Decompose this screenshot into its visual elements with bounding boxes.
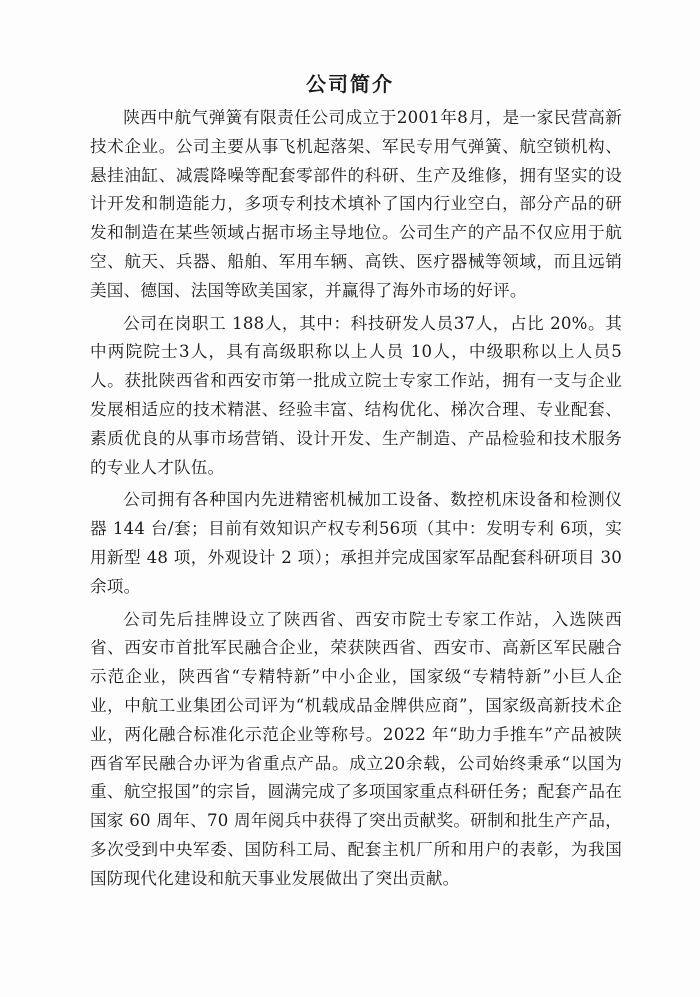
paragraph-equipment: 公司拥有各种国内先进精密机械加工设备、数控机床设备和检测仪器 144 台/套；目前有效知识产权专利56项（其中：发明专利 6项，实用新型 48 项，外观设计 2 项）；承担并完成国家军品配套科研项目 30 余项。: [90, 490, 622, 596]
document-body: [90, 104, 622, 898]
page-title: 公司简介: [306, 72, 394, 96]
paragraph-staff: 公司在岗职工 188人，其中：科技研发人员37人，占比 20%。其中两院院士3人，具有高级职称以上人员 10人，中级职称以上人员5人。获批陕西省和西安市第一批成立院士专家工作站，拥有一支与企业发展相适应的技术精湛、经验丰富、结构优化、梯次合理、专业配套、素质优良的从事市场营销、设计开发、生产制造、产品检验和技术服务的专业人才队伍。: [90, 313, 622, 477]
paragraph-honors: 公司先后挂牌设立了陕西省、西安市院士专家工作站，入选陕西省、西安市首批军民融合企业，荣获陕西省、西安市、高新区军民融合示范企业，陕西省“专精特新”中小企业，国家级“专精特新”小巨人企业，中航工业集团公司评为“机载成品金牌供应商”，国家级高新技术企业，两化融合标准化示范企业等称号。2022 年“助力手推车”产品被陕西省军民融合办评为省重点产品。成立20余载，公司始终秉承“以国为重、航空报国”的宗旨，圆满完成了多项国家重点科研任务；配套产品在国家 60 周年、70 周年阅兵中获得了突出贡献奖。研制和批生产产品，多次受到中央军委、国防科工局、配套主机厂所和用户的表彰，为我国国防现代化建设和航天事业发展做出了突出贡献。: [90, 609, 622, 888]
paragraph-intro: 陕西中航气弹簧有限责任公司成立于2001年8月，是一家民营高新技术企业。公司主要从事飞机起落架、军民专用气弹簧、航空锁机构、悬挂油缸、减震降噪等配套零部件的科研、生产及维修，拥有坚实的设计开发和制造能力，多项专利技术填补了国内行业空白，部分产品的研发和制造在某些领域占据市场主导地位。公司生产的产品不仅应用于航空、航天、兵器、船舶、军用车辆、高铁、医疗器械等领域，而且远销美国、德国、法国等欧美国家，并赢得了海外市场的好评。: [90, 108, 622, 300]
